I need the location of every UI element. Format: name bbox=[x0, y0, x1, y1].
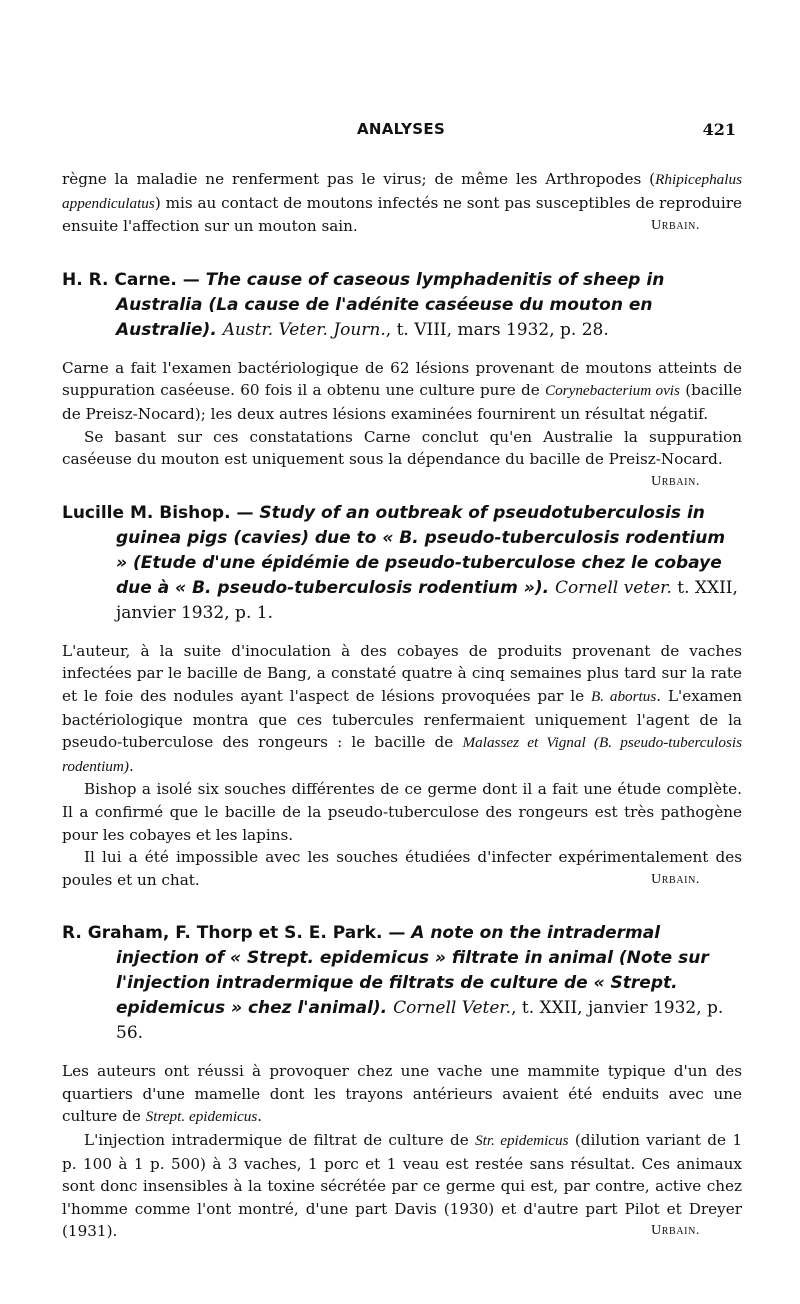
paragraph-text: Il lui a été impossible avec les souches étudiées d'infecter expérimentalement des poules et un chat. bbox=[62, 848, 742, 889]
entry-journal: Cornell Veter. bbox=[393, 998, 512, 1019]
paragraph-text: Les auteurs ont réussi à provoquer chez une vache une mammite typique d'un des quartiers d'une mamelle dont les trayons antérieurs avaient été enduits avec une culture de bbox=[62, 1062, 742, 1126]
entry-authors: H. R. Carne. bbox=[62, 269, 177, 290]
entry-journal: Austr. Veter. Journ. bbox=[222, 319, 386, 340]
entry-paragraph bbox=[62, 1129, 742, 1243]
species-name: Strept. epidemicus bbox=[145, 1108, 258, 1126]
signature: Urbain. bbox=[651, 473, 700, 489]
entry-title-fr: (La cause de l'adénite caséeuse du mouton en Australie). bbox=[116, 294, 653, 340]
entry-dash: — bbox=[382, 923, 412, 944]
entry-paragraph bbox=[62, 640, 742, 779]
entry-authors: R. Graham, F. Thorp et S. E. Park. bbox=[62, 923, 383, 944]
entry-title-en: The cause of caseous lymphadenitis of sheep in Australia bbox=[116, 269, 665, 315]
entry-paragraph bbox=[62, 846, 742, 891]
entry-dash: — bbox=[230, 502, 260, 523]
entry-title-fr: (Etude d'une épidémie de pseudo-tuberculose chez le cobaye due à « B. pseudo-tuberculosis rodentium »). bbox=[116, 552, 722, 598]
species-name: Str. epidemicus bbox=[475, 1132, 569, 1150]
paragraph-text: Se basant sur ces constatations Carne conclut qu'en Australie la suppuration caséeuse du mouton est uniquement sous la dépendance du bacille de Preisz-Nocard. bbox=[62, 427, 742, 469]
entry-paragraph bbox=[62, 778, 742, 846]
page-header bbox=[62, 120, 740, 144]
entry-journal: Cornell veter. bbox=[554, 577, 672, 598]
entry-title-en: Study of an outbreak of pseudotuberculosis in guinea pigs (cavies) due to « B. pseudo-tuberculosis rodentium » bbox=[116, 502, 726, 573]
paragraph-text: . bbox=[257, 1107, 263, 1126]
species-name: Malassez et Vignal (B. pseudo-tuberculosis rodentium) bbox=[62, 734, 742, 775]
entry-paragraph bbox=[62, 357, 742, 426]
abstract-entry-carne bbox=[62, 268, 742, 489]
entry-reference: , t. XXII, janvier 1932, p. 56. bbox=[116, 998, 724, 1044]
signature: Urbain. bbox=[651, 871, 700, 887]
entry-title-fr: (Note sur l'injection intradermique de filtrats de culture de « Strept. epidemicus » chez l'animal). bbox=[116, 948, 709, 1019]
intro-paragraph bbox=[62, 168, 742, 238]
paragraph-text: Carne a fait l'examen bactériologique de 62 lésions provenant de moutons atteints de suppuration caséeuse. 60 fois il a obtenu une culture pure de bbox=[62, 358, 742, 400]
signature: Urbain. bbox=[651, 218, 700, 234]
paragraph-text: L'injection intradermique de filtrat de culture de bbox=[84, 1131, 476, 1150]
page-content bbox=[62, 168, 742, 1243]
paragraph-text: . bbox=[128, 756, 134, 775]
paragraph-text: L'auteur, à la suite d'inoculation à des cobayes de produits provenant de vaches infectées par le bacille de Bang, a constaté quatre à cinq semaines plus tard sur la rate et le foie des nodules ayant l'aspect de lésions provoquées par le bbox=[62, 641, 742, 705]
signature: Urbain. bbox=[651, 1223, 700, 1239]
entry-heading bbox=[62, 268, 742, 343]
intro-text-b: ) mis au contact de moutons infectés ne sont pas susceptibles de reproduire ensuite l'affection sur un mouton sain. bbox=[62, 193, 743, 236]
species-name: Corynebacterium ovis bbox=[544, 382, 680, 400]
paragraph-text: . L'examen bactériologique montra que ces tubercules renfermaient uniquement l'agent de la pseudo-tuberculose des rongeurs : le bacille de bbox=[62, 686, 742, 752]
species-name: Rhipicephalus appendiculatus bbox=[62, 171, 742, 212]
species-name: B. abortus bbox=[590, 687, 657, 705]
entry-reference: t. XXII, janvier 1932, p. 1. bbox=[116, 577, 738, 623]
entry-paragraph bbox=[62, 426, 742, 489]
entry-paragraph bbox=[62, 1060, 742, 1129]
paragraph-text: Bishop a isolé six souches différentes de ce germe dont il a fait une étude complète. Il a confirmé que le bacille de la pseudo-tuberculose des rongeurs est très pathogène pour les cobayes et les lapins. bbox=[62, 780, 742, 844]
entry-authors: Lucille M. Bishop. bbox=[62, 502, 231, 523]
entry-dash: — bbox=[176, 269, 206, 290]
paragraph-text: (dilution variant de 1 p. 100 à 1 p. 500) à 3 vaches, 1 porc et 1 veau est restée sans résultat. Ces animaux sont donc insensibles à la toxine sécrétée par ce germe qui est, par contre, active chez l'homme comme l'ont montré, d'une part Davis (1930) et d'autre part Pilot et Dreyer (1931). bbox=[62, 1131, 742, 1241]
intro-text-a: règne la maladie ne renferment pas le virus; de même les Arthropodes ( bbox=[62, 170, 656, 188]
entry-heading bbox=[62, 501, 742, 626]
paragraph-text: (bacille de Preisz-Nocard); les deux autres lésions examinées fournirent un résultat négatif. bbox=[62, 381, 742, 423]
page-number: 421 bbox=[702, 120, 736, 139]
abstract-entry-graham bbox=[62, 921, 742, 1243]
entry-reference: , t. VIII, mars 1932, p. 28. bbox=[385, 319, 609, 340]
entry-title-en: A note on the intradermal injection of « Strept. epidemicus » filtrate in animal bbox=[116, 923, 661, 969]
running-title: ANALYSES bbox=[356, 120, 446, 138]
entry-heading bbox=[62, 921, 742, 1046]
abstract-entry-bishop bbox=[62, 501, 742, 892]
